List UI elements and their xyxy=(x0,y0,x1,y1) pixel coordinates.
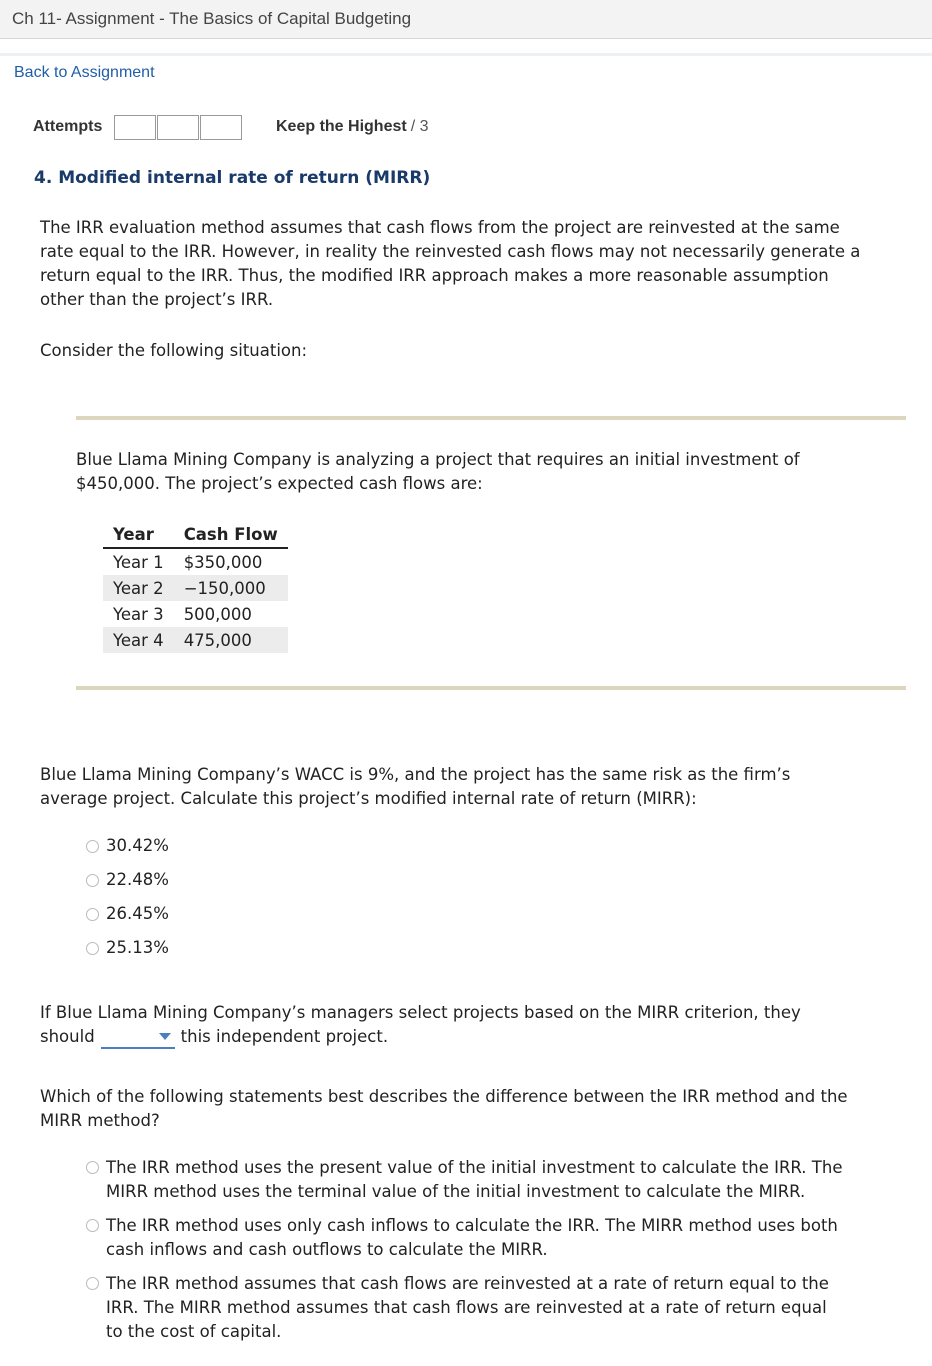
situation-line: $450,000. The project’s expected cash flows are: xyxy=(76,474,483,493)
situation-paragraph xyxy=(76,448,800,496)
year-cell: Year 3 xyxy=(113,604,164,624)
cash-flow-header: Cash Flow xyxy=(174,521,288,548)
difference-option[interactable] xyxy=(86,1272,842,1344)
option-line: The IRR method uses only cash inflows to calculate the IRR. The MIRR method uses both xyxy=(106,1216,838,1235)
consider-text: Consider the following situation: xyxy=(40,341,308,360)
situation-bottom-rule xyxy=(76,686,906,690)
top-header-bar xyxy=(0,0,932,39)
attempts-max: / 3 xyxy=(410,118,429,135)
mirr-option[interactable] xyxy=(86,835,169,869)
mirr-options xyxy=(86,835,169,971)
radio-icon[interactable] xyxy=(86,874,99,887)
situation-top-rule xyxy=(76,416,906,420)
back-to-assignment-link[interactable]: Back to Assignment xyxy=(14,64,155,81)
radio-icon[interactable] xyxy=(86,840,99,853)
decision-suffix: this independent project. xyxy=(180,1027,389,1046)
year-cell: Year 1 xyxy=(113,552,164,572)
attempt-box xyxy=(114,115,156,140)
attempt-boxes xyxy=(114,115,243,140)
option-line: cash inflows and cash outflows to calculate the MIRR. xyxy=(106,1240,548,1259)
radio-icon[interactable] xyxy=(86,1219,99,1232)
radio-icon[interactable] xyxy=(86,1277,99,1290)
table-header-row xyxy=(103,521,288,548)
intro-line: The IRR evaluation method assumes that cash flows from the project are reinvested at the same xyxy=(40,218,840,237)
radio-icon[interactable] xyxy=(86,942,99,955)
wacc-paragraph xyxy=(40,763,790,811)
header-divider xyxy=(0,53,932,56)
attempts-label: Attempts xyxy=(33,118,103,135)
cash-flow-cell: −150,000 xyxy=(174,575,288,601)
attempt-box xyxy=(200,115,242,140)
cash-flow-cell: $350,000 xyxy=(183,552,263,572)
decision-paragraph xyxy=(40,1001,801,1049)
option-line: The IRR method uses the present value of the initial investment to calculate the IRR. The xyxy=(106,1158,843,1177)
year-cell: Year 2 xyxy=(103,575,174,601)
option-line: IRR. The MIRR method assumes that cash flows are reinvested at a rate of return equal xyxy=(106,1298,827,1317)
keep-highest xyxy=(276,118,428,136)
mirr-option[interactable] xyxy=(86,869,169,903)
intro-paragraph xyxy=(40,216,860,312)
decision-prefix: should xyxy=(40,1027,95,1046)
difference-line: Which of the following statements best describes the difference between the IRR method and the xyxy=(40,1087,848,1106)
cash-flow-table xyxy=(103,521,288,653)
option-line: MIRR method uses the terminal value of the initial investment to calculate the MIRR. xyxy=(106,1182,806,1201)
decision-line xyxy=(40,1025,801,1049)
mirr-option-label: 30.42% xyxy=(106,836,169,855)
attempt-box xyxy=(157,115,199,140)
keep-highest-label: Keep the Highest xyxy=(276,118,407,135)
intro-line: rate equal to the IRR. However, in reality the reinvested cash flows may not necessarily generate a xyxy=(40,242,861,261)
difference-line: MIRR method? xyxy=(40,1111,160,1130)
difference-option[interactable] xyxy=(86,1156,842,1204)
table-row xyxy=(103,575,288,601)
radio-icon[interactable] xyxy=(86,1161,99,1174)
assignment-title: Ch 11- Assignment - The Basics of Capital Budgeting xyxy=(12,9,412,28)
year-header: Year xyxy=(103,521,174,548)
wacc-line: Blue Llama Mining Company’s WACC is 9%, and the project has the same risk as the firm’s xyxy=(40,765,791,784)
mirr-option-label: 26.45% xyxy=(106,904,169,923)
cash-flow-cell: 500,000 xyxy=(183,604,252,624)
year-cell: Year 4 xyxy=(103,627,174,653)
mirr-option-label: 22.48% xyxy=(106,870,169,889)
situation-line: Blue Llama Mining Company is analyzing a project that requires an initial investment of xyxy=(76,450,800,469)
table-row xyxy=(103,601,288,627)
mirr-option[interactable] xyxy=(86,937,169,971)
mirr-option[interactable] xyxy=(86,903,169,937)
accept-reject-dropdown[interactable] xyxy=(101,1029,175,1049)
table-row xyxy=(103,627,288,653)
intro-line: other than the project’s IRR. xyxy=(40,290,274,309)
option-line: The IRR method assumes that cash flows are reinvested at a rate of return equal to the xyxy=(106,1274,829,1293)
radio-icon[interactable] xyxy=(86,908,99,921)
difference-options xyxy=(86,1156,842,1354)
question-title: 4. Modified internal rate of return (MIRR) xyxy=(34,168,431,188)
decision-line: If Blue Llama Mining Company’s managers select projects based on the MIRR criterion, they xyxy=(40,1003,801,1022)
table-row xyxy=(103,548,288,575)
intro-line: return equal to the IRR. Thus, the modified IRR approach makes a more reasonable assumption xyxy=(40,266,829,285)
cash-flow-cell: 475,000 xyxy=(174,627,288,653)
difference-option[interactable] xyxy=(86,1214,842,1262)
difference-paragraph xyxy=(40,1085,848,1133)
dropdown-arrow-icon[interactable] xyxy=(159,1033,171,1040)
option-line: to the cost of capital. xyxy=(106,1322,282,1341)
wacc-line: average project. Calculate this project’s modified internal rate of return (MIRR): xyxy=(40,789,697,808)
mirr-option-label: 25.13% xyxy=(106,938,169,957)
